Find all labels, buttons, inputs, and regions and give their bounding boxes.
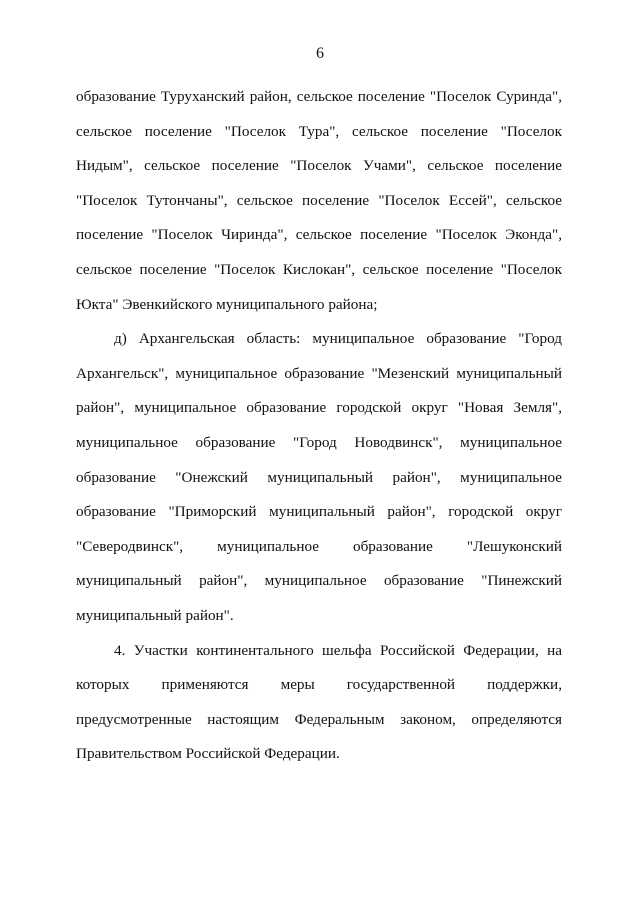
paragraph-arkhangelsk-region: д) Архангельская область: муниципальное образование "Город Архангельск", муниципальное образование "Мезенский муниципальный район", муниципальное образование городской округ "Новая Земля", муниципальное образование "Город Новодвинск", муниципальное образование "Онежский муниципальный район", муниципальное образование "Приморский муниципальный район", городской округ "Северодвинск", муниципальное образование "Лешуконский муниципальный район", муниципальное образование "Пинежский муниципальный район". xyxy=(76,330,562,624)
paragraph-continental-shelf: 4. Участки континентального шельфа Российской Федерации, на которых применяются меры государственной поддержки, предусмотренные настоящим Федеральным законом, определяются Правительством Российской Федерации. xyxy=(76,641,562,763)
paragraph-evenki-settlements: образование Туруханский район, сельское поселение "Поселок Суринда", сельское поселение "Поселок Тура", сельское поселение "Поселок Нидым", сельское поселение "Поселок Учами", сельское поселение "Поселок Тутончаны", сельское поселение "Поселок Ессей", сельское поселение "Поселок Чиринда", сельское поселение "Поселок Эконда", сельское поселение "Поселок Кислокан", сельское поселение "Поселок Юкта" Эвенкийского муниципального района; xyxy=(76,88,562,313)
document-body xyxy=(76,80,562,772)
page-number: 6 xyxy=(316,45,324,62)
